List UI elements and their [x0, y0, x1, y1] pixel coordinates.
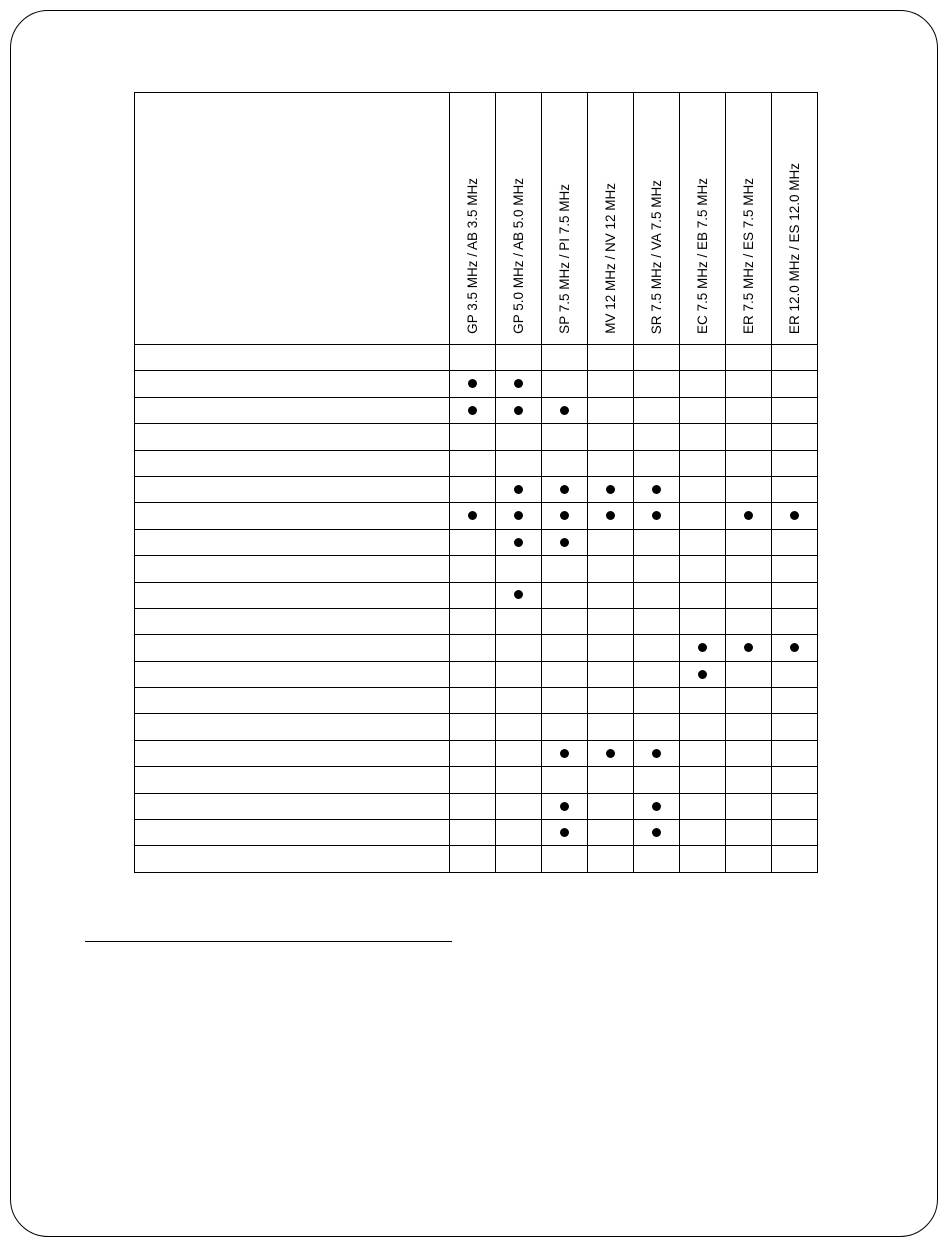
mode-cell: [726, 820, 772, 846]
mode-cell: [542, 767, 588, 793]
mode-cell: [680, 556, 726, 582]
mark-dot-icon: [744, 643, 753, 652]
mode-cell: [496, 688, 542, 714]
mode-cell: [588, 529, 634, 555]
mode-header-label: SR 7.5 MHz / VA 7.5 MHz: [648, 179, 664, 334]
mode-header: [772, 93, 818, 345]
mode-cell: [634, 371, 680, 397]
mode-cell: [542, 608, 588, 634]
mode-cell: [450, 424, 496, 450]
table-row: [135, 767, 818, 793]
mode-cell: [634, 740, 680, 766]
mode-cell: [588, 820, 634, 846]
table-row: [135, 397, 818, 423]
mode-cell: [588, 397, 634, 423]
row-label: [135, 740, 450, 766]
mode-cell: [634, 450, 680, 476]
mode-cell: [680, 635, 726, 661]
mode-cell: [496, 397, 542, 423]
mode-cell: [450, 503, 496, 529]
table-row: [135, 635, 818, 661]
mode-cell: [772, 529, 818, 555]
mode-cell: [542, 846, 588, 872]
signature-line: [85, 941, 452, 942]
mode-cell: [496, 767, 542, 793]
mode-cell: [726, 503, 772, 529]
mode-cell: [496, 582, 542, 608]
mark-dot-icon: [606, 485, 615, 494]
mode-cell: [450, 688, 496, 714]
mode-cell: [588, 740, 634, 766]
mode-cell: [772, 371, 818, 397]
mode-cell: [588, 450, 634, 476]
table-row: [135, 740, 818, 766]
mode-cell: [634, 767, 680, 793]
mode-cell: [772, 397, 818, 423]
mode-header: [450, 93, 496, 345]
mode-cell: [542, 688, 588, 714]
mode-cell: [772, 688, 818, 714]
mark-dot-icon: [514, 511, 523, 520]
mode-cell: [496, 793, 542, 819]
table-row: [135, 556, 818, 582]
mode-cell: [634, 397, 680, 423]
mode-cell: [634, 582, 680, 608]
mark-dot-icon: [606, 749, 615, 758]
mode-cell: [726, 688, 772, 714]
mode-cell: [726, 608, 772, 634]
header-row: [135, 93, 818, 345]
mode-cell: [680, 740, 726, 766]
mode-cell: [496, 450, 542, 476]
mode-cell: [588, 846, 634, 872]
mode-cell: [772, 793, 818, 819]
row-label: [135, 556, 450, 582]
mark-dot-icon: [744, 511, 753, 520]
mode-cell: [588, 556, 634, 582]
mode-cell: [772, 345, 818, 371]
mode-cell: [450, 529, 496, 555]
mode-cell: [450, 371, 496, 397]
mode-cell: [542, 661, 588, 687]
mode-cell: [496, 820, 542, 846]
mode-cell: [726, 450, 772, 476]
mode-cell: [588, 767, 634, 793]
mode-cell: [680, 371, 726, 397]
table-row: [135, 608, 818, 634]
mode-cell: [496, 529, 542, 555]
mode-cell: [588, 714, 634, 740]
mode-header-label: ER 7.5 MHz / ES 7.5 MHz: [740, 177, 756, 334]
mark-dot-icon: [652, 749, 661, 758]
mode-cell: [726, 371, 772, 397]
mode-cell: [496, 503, 542, 529]
row-label-header: [135, 93, 450, 345]
mode-header: [634, 93, 680, 345]
mark-dot-icon: [790, 511, 799, 520]
row-label: [135, 476, 450, 502]
mode-cell: [680, 714, 726, 740]
mode-cell: [588, 608, 634, 634]
mode-cell: [680, 767, 726, 793]
mode-cell: [450, 476, 496, 502]
mode-cell: [634, 345, 680, 371]
table-row: [135, 424, 818, 450]
mode-cell: [726, 714, 772, 740]
mode-cell: [680, 424, 726, 450]
mark-dot-icon: [514, 379, 523, 388]
mode-cell: [542, 635, 588, 661]
mode-cell: [450, 556, 496, 582]
mode-cell: [450, 820, 496, 846]
mode-cell: [634, 635, 680, 661]
mode-header: [542, 93, 588, 345]
table-row: [135, 450, 818, 476]
mark-dot-icon: [468, 379, 477, 388]
mode-cell: [542, 345, 588, 371]
mode-cell: [726, 424, 772, 450]
mode-cell: [496, 846, 542, 872]
table-row: [135, 846, 818, 872]
mode-cell: [450, 846, 496, 872]
mark-dot-icon: [560, 749, 569, 758]
mode-cell: [772, 503, 818, 529]
mark-dot-icon: [468, 406, 477, 415]
mode-cell: [496, 371, 542, 397]
table-row: [135, 714, 818, 740]
mode-cell: [588, 582, 634, 608]
mode-cell: [680, 450, 726, 476]
mode-cell: [680, 846, 726, 872]
mode-cell: [634, 529, 680, 555]
mark-dot-icon: [514, 590, 523, 599]
mark-dot-icon: [468, 511, 477, 520]
mode-cell: [496, 661, 542, 687]
mode-cell: [726, 397, 772, 423]
mode-cell: [726, 740, 772, 766]
mode-header: [588, 93, 634, 345]
mode-cell: [588, 661, 634, 687]
mode-cell: [726, 846, 772, 872]
mode-cell: [588, 476, 634, 502]
mode-cell: [772, 476, 818, 502]
mode-cell: [634, 476, 680, 502]
row-label: [135, 397, 450, 423]
mode-cell: [772, 556, 818, 582]
mode-cell: [634, 793, 680, 819]
row-label: [135, 820, 450, 846]
row-label: [135, 635, 450, 661]
mode-cell: [772, 767, 818, 793]
mode-cell: [634, 424, 680, 450]
mode-cell: [542, 820, 588, 846]
mode-header-label: GP 5.0 MHz / AB 5.0 MHz: [510, 178, 526, 334]
mode-cell: [680, 820, 726, 846]
row-label: [135, 846, 450, 872]
mode-cell: [496, 556, 542, 582]
mode-cell: [542, 397, 588, 423]
mode-cell: [726, 529, 772, 555]
mode-cell: [772, 635, 818, 661]
mark-dot-icon: [560, 538, 569, 547]
table-row: [135, 688, 818, 714]
mode-cell: [450, 397, 496, 423]
table-row: [135, 371, 818, 397]
mode-cell: [542, 582, 588, 608]
mode-cell: [772, 582, 818, 608]
mode-cell: [634, 820, 680, 846]
mode-cell: [588, 793, 634, 819]
mode-cell: [634, 846, 680, 872]
mark-dot-icon: [560, 485, 569, 494]
row-label: [135, 767, 450, 793]
row-label: [135, 529, 450, 555]
mode-cell: [450, 661, 496, 687]
mark-dot-icon: [560, 511, 569, 520]
mode-header-label: EC 7.5 MHz / EB 7.5 MHz: [694, 177, 710, 334]
table-row: [135, 582, 818, 608]
row-label: [135, 424, 450, 450]
mode-cell: [726, 582, 772, 608]
table-row: [135, 345, 818, 371]
mark-dot-icon: [652, 485, 661, 494]
mode-cell: [542, 503, 588, 529]
mark-dot-icon: [560, 802, 569, 811]
mode-cell: [772, 714, 818, 740]
mode-cell: [680, 688, 726, 714]
mode-cell: [726, 661, 772, 687]
mark-dot-icon: [514, 538, 523, 547]
mode-cell: [496, 740, 542, 766]
mode-cell: [588, 503, 634, 529]
mode-cell: [542, 714, 588, 740]
mark-dot-icon: [652, 511, 661, 520]
mark-dot-icon: [698, 643, 707, 652]
mode-cell: [726, 556, 772, 582]
mark-dot-icon: [790, 643, 799, 652]
mode-header-label: SP 7.5 MHz / PI 7.5 MHz: [556, 184, 572, 334]
mode-header-label: GP 3.5 MHz / AB 3.5 MHz: [464, 178, 480, 334]
mode-header: [496, 93, 542, 345]
mode-cell: [634, 608, 680, 634]
mode-cell: [542, 529, 588, 555]
mode-cell: [496, 608, 542, 634]
mode-header-label: ER 12.0 MHz / ES 12.0 MHz: [786, 162, 802, 334]
mode-cell: [772, 450, 818, 476]
mode-cell: [772, 740, 818, 766]
mode-cell: [450, 450, 496, 476]
mode-cell: [772, 608, 818, 634]
mode-cell: [634, 503, 680, 529]
table-row: [135, 661, 818, 687]
mode-cell: [726, 345, 772, 371]
row-label: [135, 345, 450, 371]
mode-cell: [542, 740, 588, 766]
row-label: [135, 714, 450, 740]
row-label: [135, 371, 450, 397]
row-label: [135, 688, 450, 714]
mark-dot-icon: [560, 828, 569, 837]
table-row: [135, 820, 818, 846]
mode-cell: [588, 635, 634, 661]
row-label: [135, 608, 450, 634]
table-row: [135, 793, 818, 819]
mode-cell: [496, 424, 542, 450]
mode-cell: [588, 424, 634, 450]
mode-cell: [450, 793, 496, 819]
mode-cell: [726, 793, 772, 819]
mode-cell: [680, 582, 726, 608]
mode-header: [726, 93, 772, 345]
table-row: [135, 476, 818, 502]
mode-cell: [634, 714, 680, 740]
mode-cell: [588, 371, 634, 397]
row-label: [135, 661, 450, 687]
mark-dot-icon: [514, 406, 523, 415]
application-mode-table: [134, 92, 818, 873]
mode-cell: [542, 793, 588, 819]
mode-cell: [588, 345, 634, 371]
mode-cell: [450, 740, 496, 766]
row-label: [135, 450, 450, 476]
mode-cell: [634, 661, 680, 687]
mode-cell: [680, 661, 726, 687]
row-label: [135, 793, 450, 819]
mark-dot-icon: [698, 670, 707, 679]
mode-cell: [772, 846, 818, 872]
mark-dot-icon: [514, 485, 523, 494]
mode-cell: [542, 556, 588, 582]
mode-cell: [680, 608, 726, 634]
mode-cell: [496, 714, 542, 740]
mark-dot-icon: [652, 828, 661, 837]
mode-cell: [680, 476, 726, 502]
mode-cell: [496, 476, 542, 502]
mode-cell: [542, 450, 588, 476]
mark-dot-icon: [652, 802, 661, 811]
mode-cell: [450, 582, 496, 608]
mode-cell: [496, 635, 542, 661]
mode-cell: [496, 345, 542, 371]
mode-cell: [772, 424, 818, 450]
mode-cell: [450, 608, 496, 634]
table-row: [135, 503, 818, 529]
mode-cell: [680, 503, 726, 529]
row-label: [135, 582, 450, 608]
mode-cell: [542, 424, 588, 450]
mode-cell: [450, 714, 496, 740]
mode-cell: [680, 529, 726, 555]
mode-cell: [680, 345, 726, 371]
mode-cell: [726, 476, 772, 502]
mode-cell: [680, 397, 726, 423]
mode-cell: [450, 345, 496, 371]
mode-cell: [542, 476, 588, 502]
row-label: [135, 503, 450, 529]
mode-cell: [772, 820, 818, 846]
table-row: [135, 529, 818, 555]
mode-cell: [542, 371, 588, 397]
mode-cell: [588, 688, 634, 714]
mode-cell: [726, 635, 772, 661]
mark-dot-icon: [606, 511, 615, 520]
mark-dot-icon: [560, 406, 569, 415]
mode-cell: [772, 661, 818, 687]
mode-header-label: MV 12 MHz / NV 12 MHz: [602, 183, 618, 334]
mode-cell: [634, 688, 680, 714]
mode-cell: [634, 556, 680, 582]
mode-header: [680, 93, 726, 345]
mode-cell: [680, 793, 726, 819]
mode-cell: [450, 635, 496, 661]
mode-cell: [450, 767, 496, 793]
mode-cell: [726, 767, 772, 793]
